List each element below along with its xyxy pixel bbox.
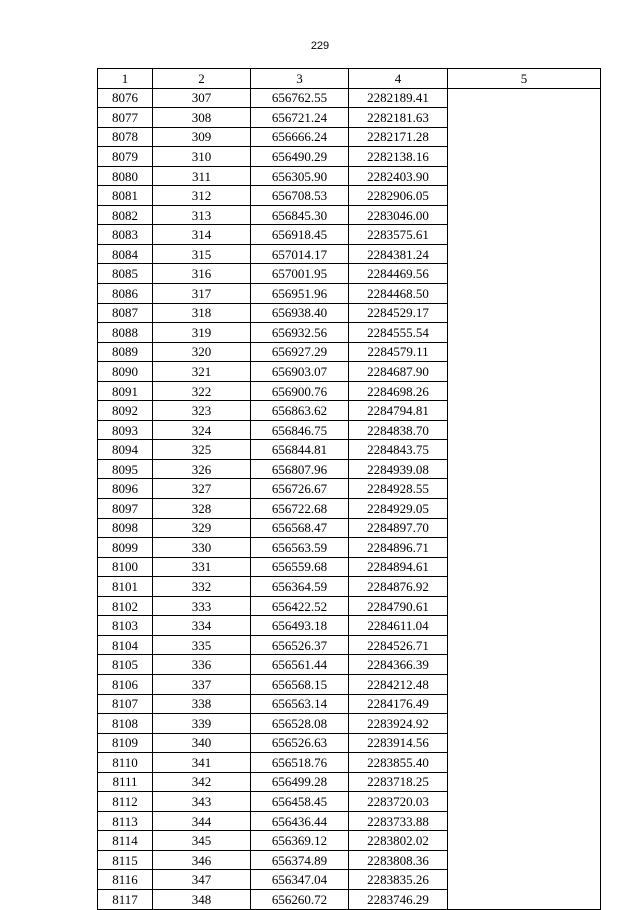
table-cell-col-3: 656305.90 — [251, 166, 349, 186]
table-cell-col-4: 2284555.54 — [349, 323, 448, 343]
table-cell-col-2: 346 — [153, 850, 251, 870]
table-cell-col-3: 656807.96 — [251, 459, 349, 479]
table-cell-col-2: 324 — [153, 420, 251, 440]
table-cell-col-4: 2282138.16 — [349, 147, 448, 167]
table-cell-col-3: 656369.12 — [251, 831, 349, 851]
table-cell-col-1: 8082 — [98, 205, 153, 225]
table-cell-col-3: 656563.59 — [251, 538, 349, 558]
table-cell-col-4: 2283914.56 — [349, 733, 448, 753]
table-cell-col-1: 8100 — [98, 557, 153, 577]
table-cell-col-3: 656844.81 — [251, 440, 349, 460]
table-cell-col-2: 336 — [153, 655, 251, 675]
table-cell-col-2: 309 — [153, 127, 251, 147]
table-cell-col-1: 8088 — [98, 323, 153, 343]
table-cell-col-4: 2282189.41 — [349, 88, 448, 108]
table-cell-col-1: 8099 — [98, 538, 153, 558]
table-cell-col-1: 8090 — [98, 362, 153, 382]
table-cell-col-2: 320 — [153, 342, 251, 362]
table-cell-col-2: 329 — [153, 518, 251, 538]
table-cell-col-4: 2284929.05 — [349, 499, 448, 519]
table-cell-col-1: 8114 — [98, 831, 153, 851]
table-cell-col-2: 318 — [153, 303, 251, 323]
table-cell-col-1: 8113 — [98, 811, 153, 831]
table-cell-col-4: 2284838.70 — [349, 420, 448, 440]
table-cell-col-1: 8111 — [98, 772, 153, 792]
table-cell-col-2: 341 — [153, 753, 251, 773]
table-cell-col-3: 656458.45 — [251, 792, 349, 812]
table-body — [98, 88, 601, 909]
table-cell-col-1: 8106 — [98, 674, 153, 694]
column-header-2: 2 — [153, 69, 251, 89]
table-cell-col-1: 8077 — [98, 108, 153, 128]
table-cell-col-3: 656846.75 — [251, 420, 349, 440]
table-cell-col-1: 8115 — [98, 850, 153, 870]
table-cell-col-1: 8085 — [98, 264, 153, 284]
table-cell-col-4: 2283718.25 — [349, 772, 448, 792]
table-cell-col-2: 310 — [153, 147, 251, 167]
table-cell-col-1: 8081 — [98, 186, 153, 206]
table-cell-col-3: 656666.24 — [251, 127, 349, 147]
table-cell-col-2: 335 — [153, 635, 251, 655]
table-cell-col-2: 317 — [153, 284, 251, 304]
table-cell-col-4: 2284843.75 — [349, 440, 448, 460]
table-cell-col-4: 2284939.08 — [349, 459, 448, 479]
table-cell-col-3: 656563.14 — [251, 694, 349, 714]
table-cell-col-1: 8089 — [98, 342, 153, 362]
table-cell-col-4: 2284896.71 — [349, 538, 448, 558]
table-cell-col-2: 311 — [153, 166, 251, 186]
table-cell-col-2: 348 — [153, 889, 251, 909]
table-cell-col-3: 656863.62 — [251, 401, 349, 421]
table-cell-col-3: 656436.44 — [251, 811, 349, 831]
table-header-row — [98, 69, 601, 89]
table-cell-col-1: 8079 — [98, 147, 153, 167]
table-cell-col-2: 331 — [153, 557, 251, 577]
table-cell-col-3: 656490.29 — [251, 147, 349, 167]
table-cell-col-2: 344 — [153, 811, 251, 831]
table-cell-col-4: 2283575.61 — [349, 225, 448, 245]
table-cell-col-3: 656347.04 — [251, 870, 349, 890]
table-cell-col-4: 2284687.90 — [349, 362, 448, 382]
table-cell-col-2: 338 — [153, 694, 251, 714]
column-header-3: 3 — [251, 69, 349, 89]
table-cell-col-4: 2282906.05 — [349, 186, 448, 206]
table-cell-col-1: 8087 — [98, 303, 153, 323]
table-cell-col-2: 337 — [153, 674, 251, 694]
table-cell-col-4: 2284176.49 — [349, 694, 448, 714]
table-cell-col-3: 656918.45 — [251, 225, 349, 245]
table-cell-col-2: 321 — [153, 362, 251, 382]
table-cell-col-4: 2284790.61 — [349, 596, 448, 616]
table-cell-col-4: 2284928.55 — [349, 479, 448, 499]
table-cell-col-3: 656422.52 — [251, 596, 349, 616]
table-cell-col-1: 8091 — [98, 381, 153, 401]
table-cell-col-3: 656561.44 — [251, 655, 349, 675]
table-cell-col-3: 656568.47 — [251, 518, 349, 538]
table-cell-col-2: 345 — [153, 831, 251, 851]
table-cell-col-2: 325 — [153, 440, 251, 460]
table-cell-col-4: 2284469.56 — [349, 264, 448, 284]
column-header-4: 4 — [349, 69, 448, 89]
table-cell-col-4: 2284381.24 — [349, 244, 448, 264]
table-cell-col-1: 8093 — [98, 420, 153, 440]
table-cell-col-1: 8110 — [98, 753, 153, 773]
table-cell-col-2: 340 — [153, 733, 251, 753]
table-cell-col-2: 326 — [153, 459, 251, 479]
page-number: 229 — [310, 40, 330, 52]
table-cell-col-1: 8101 — [98, 577, 153, 597]
table-cell-col-4: 2283808.36 — [349, 850, 448, 870]
table-cell-col-3: 656845.30 — [251, 205, 349, 225]
table-cell-col-4: 2284366.39 — [349, 655, 448, 675]
table-cell-col-1: 8084 — [98, 244, 153, 264]
table-cell-col-2: 313 — [153, 205, 251, 225]
table-cell-col-4: 2284794.81 — [349, 401, 448, 421]
table-cell-col-1: 8103 — [98, 616, 153, 636]
table-cell-col-2: 314 — [153, 225, 251, 245]
table-cell-col-4: 2284897.70 — [349, 518, 448, 538]
table-cell-col-2: 347 — [153, 870, 251, 890]
table-cell-col-3: 656526.63 — [251, 733, 349, 753]
table-cell-col-3: 656260.72 — [251, 889, 349, 909]
table-cell-col-5 — [448, 88, 601, 909]
column-header-1: 1 — [98, 69, 153, 89]
table-cell-col-1: 8112 — [98, 792, 153, 812]
table-cell-col-2: 328 — [153, 499, 251, 519]
column-header-5: 5 — [448, 69, 601, 89]
table-cell-col-4: 2284529.17 — [349, 303, 448, 323]
table-cell-col-2: 343 — [153, 792, 251, 812]
table-cell-col-2: 323 — [153, 401, 251, 421]
table-cell-col-3: 656722.68 — [251, 499, 349, 519]
table-cell-col-2: 315 — [153, 244, 251, 264]
table-cell-col-3: 656932.56 — [251, 323, 349, 343]
table-cell-col-2: 327 — [153, 479, 251, 499]
table-cell-col-4: 2283746.29 — [349, 889, 448, 909]
table-cell-col-2: 312 — [153, 186, 251, 206]
table-cell-col-3: 656721.24 — [251, 108, 349, 128]
table-cell-col-4: 2284894.61 — [349, 557, 448, 577]
table-cell-col-4: 2282403.90 — [349, 166, 448, 186]
table-cell-col-3: 656518.76 — [251, 753, 349, 773]
table-cell-col-3: 656762.55 — [251, 88, 349, 108]
table-cell-col-4: 2282181.63 — [349, 108, 448, 128]
table-cell-col-2: 333 — [153, 596, 251, 616]
table-cell-col-1: 8092 — [98, 401, 153, 421]
table-cell-col-4: 2284876.92 — [349, 577, 448, 597]
table-cell-col-3: 656938.40 — [251, 303, 349, 323]
table-cell-col-1: 8096 — [98, 479, 153, 499]
table-cell-col-4: 2284698.26 — [349, 381, 448, 401]
table-cell-col-2: 316 — [153, 264, 251, 284]
table-cell-col-3: 656903.07 — [251, 362, 349, 382]
table-cell-col-1: 8107 — [98, 694, 153, 714]
table-cell-col-4: 2284611.04 — [349, 616, 448, 636]
table-row — [98, 88, 601, 108]
table-cell-col-4: 2282171.28 — [349, 127, 448, 147]
table-cell-col-1: 8102 — [98, 596, 153, 616]
table-cell-col-3: 656726.67 — [251, 479, 349, 499]
table-cell-col-4: 2283835.26 — [349, 870, 448, 890]
table-cell-col-4: 2283733.88 — [349, 811, 448, 831]
table-cell-col-3: 656528.08 — [251, 714, 349, 734]
table-cell-col-1: 8105 — [98, 655, 153, 675]
table-cell-col-1: 8080 — [98, 166, 153, 186]
table-cell-col-1: 8104 — [98, 635, 153, 655]
table-cell-col-3: 656493.18 — [251, 616, 349, 636]
table-cell-col-4: 2283855.40 — [349, 753, 448, 773]
table-cell-col-4: 2284212.48 — [349, 674, 448, 694]
table-cell-col-1: 8094 — [98, 440, 153, 460]
table-cell-col-4: 2284468.50 — [349, 284, 448, 304]
table-cell-col-3: 656568.15 — [251, 674, 349, 694]
table-cell-col-1: 8098 — [98, 518, 153, 538]
table-cell-col-3: 656708.53 — [251, 186, 349, 206]
table-cell-col-3: 657001.95 — [251, 264, 349, 284]
table-cell-col-2: 339 — [153, 714, 251, 734]
table-cell-col-2: 322 — [153, 381, 251, 401]
table-cell-col-3: 656364.59 — [251, 577, 349, 597]
table-cell-col-1: 8116 — [98, 870, 153, 890]
table-cell-col-1: 8109 — [98, 733, 153, 753]
table-cell-col-1: 8095 — [98, 459, 153, 479]
table-cell-col-3: 656526.37 — [251, 635, 349, 655]
table-cell-col-1: 8097 — [98, 499, 153, 519]
table-cell-col-2: 334 — [153, 616, 251, 636]
table-cell-col-3: 657014.17 — [251, 244, 349, 264]
table-cell-col-4: 2284579.11 — [349, 342, 448, 362]
table-cell-col-3: 656951.96 — [251, 284, 349, 304]
table-cell-col-4: 2284526.71 — [349, 635, 448, 655]
table-cell-col-1: 8086 — [98, 284, 153, 304]
table-cell-col-2: 342 — [153, 772, 251, 792]
table-cell-col-2: 332 — [153, 577, 251, 597]
table-cell-col-2: 330 — [153, 538, 251, 558]
table-cell-col-3: 656559.68 — [251, 557, 349, 577]
table-cell-col-4: 2283802.02 — [349, 831, 448, 851]
table-cell-col-1: 8076 — [98, 88, 153, 108]
table-cell-col-4: 2283046.00 — [349, 205, 448, 225]
table-cell-col-4: 2283924.92 — [349, 714, 448, 734]
table-cell-col-3: 656499.28 — [251, 772, 349, 792]
table-cell-col-3: 656374.89 — [251, 850, 349, 870]
table-cell-col-1: 8078 — [98, 127, 153, 147]
table-cell-col-4: 2283720.03 — [349, 792, 448, 812]
table-cell-col-2: 319 — [153, 323, 251, 343]
table-cell-col-1: 8117 — [98, 889, 153, 909]
coordinates-table — [97, 68, 601, 910]
table-cell-col-1: 8083 — [98, 225, 153, 245]
table-cell-col-2: 307 — [153, 88, 251, 108]
table-cell-col-1: 8108 — [98, 714, 153, 734]
table-cell-col-3: 656927.29 — [251, 342, 349, 362]
table-cell-col-2: 308 — [153, 108, 251, 128]
table-cell-col-3: 656900.76 — [251, 381, 349, 401]
